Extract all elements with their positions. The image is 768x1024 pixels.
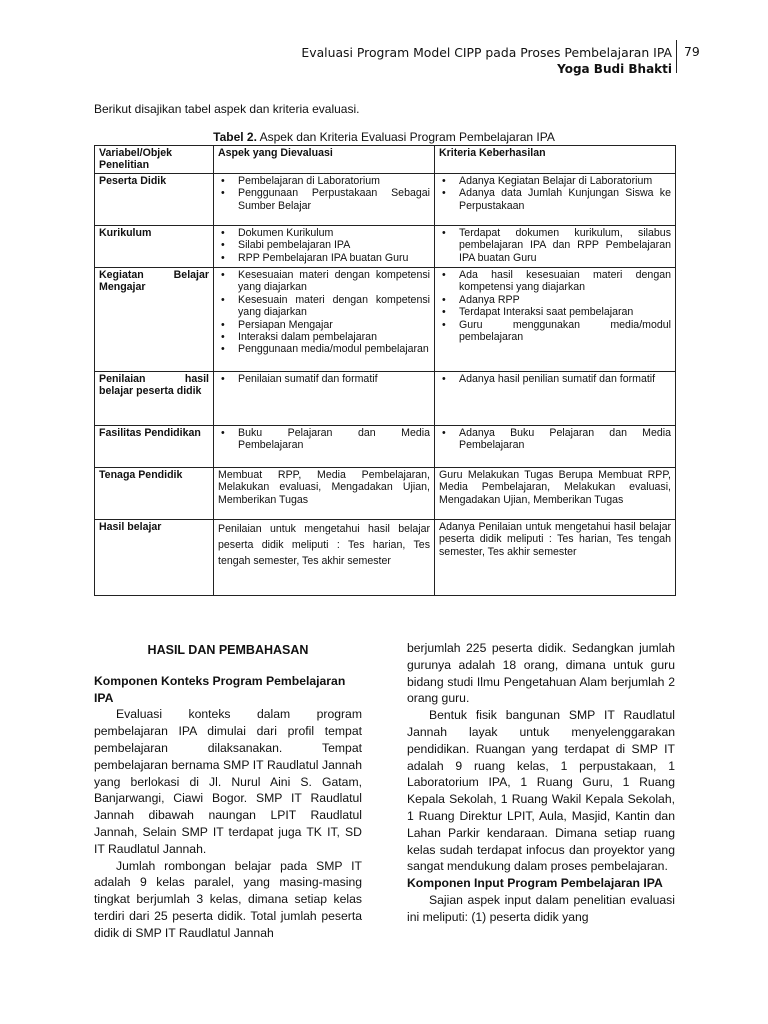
row-aspects (214, 226, 435, 268)
aspect-item: • Pembelajaran di Laboratorium (218, 175, 430, 187)
row-variable: Hasil belajar (95, 520, 214, 596)
paragraph: Bentuk fisik bangunan SMP IT Raudlatul Jannah layak untuk menyelenggarakan pendidikan. Ruangan yang terdapat di SMP IT adalah 9 ruang kelas, 1 perpustakaan, 1 Laboratorium IPA, 1 Ruang Guru, 1 Ruang Kepala Sekolah, 1 Ruang Wakil Kepala Sekolah, 1 Ruang Direktur LPIT, Aula, Masjid, Kantin dan Lahan Parkir kendaraan. Dimana setiap ruang kelas sudah terdapat infocus dan proyektor yang sangat mendukung dalam proses pembelajaran. (407, 708, 675, 874)
section-title: HASIL DAN PEMBAHASAN (147, 643, 309, 657)
row-variable: Kegiatan Belajar Mengajar (95, 268, 214, 372)
row-variable: Peserta Didik (95, 174, 214, 226)
running-title: Evaluasi Program Model CIPP pada Proses Pembelajaran IPA (301, 45, 672, 60)
criteria-item: • Terdapat dokumen kurikulum, silabus pembelajaran IPA dan RPP Pembelajaran IPA buatan Guru (439, 227, 671, 264)
running-author: Yoga Budi Bhakti (557, 62, 672, 76)
table-caption-label: Tabel 2. (213, 130, 257, 144)
paragraph: Evaluasi konteks dalam program pembelajaran IPA dimulai dari profil tempat pembelajaran dilaksanakan. Tempat pembelajaran bernama SMP IT Raudlatul Jannah yang berlokasi di Jl. Nurul Aini S. Gatam, Banjarwangi, Ciawi Bogor. SMP IT Raudlatul Jannah dibawah naungan LPIT Raudlatul Jannah, Selain SMP IT terdapat juga TK IT, SD IT Raudlatul Jannah. (94, 707, 362, 856)
aspect-item: • Penggunaan media/modul pembelajaran (218, 343, 430, 355)
row-criteria (435, 372, 676, 426)
row-criteria (435, 268, 676, 372)
header-criteria: Kriteria Keberhasilan (435, 146, 676, 174)
subheading-input: Komponen Input Program Pembelajaran IPA (407, 876, 663, 891)
criteria-item: • Adanya Buku Pelajaran dan Media Pembelajaran (439, 427, 671, 452)
table-row (95, 174, 676, 226)
criteria-item: • Adanya Kegiatan Belajar di Laboratorium (439, 175, 671, 187)
right-column (407, 640, 675, 926)
criteria-item: • Terdapat Interaksi saat pembelajaran (439, 306, 671, 318)
table-caption-text: Aspek dan Kriteria Evaluasi Program Pembelajaran IPA (256, 130, 555, 144)
aspect-item: • Penggunaan Perpustakaan Sebagai Sumber Belajar (218, 187, 430, 212)
row-variable: Kurikulum (95, 226, 214, 268)
row-aspects (214, 268, 435, 372)
header-aspect: Aspek yang Dievaluasi (214, 146, 435, 174)
criteria-item: • Adanya RPP (439, 294, 671, 306)
paragraph: berjumlah 225 peserta didik. Sedangkan jumlah gurunya adalah 18 orang, dimana untuk guru bidang studi Ilmu Pengetahuan Alam berjumlah 2 orang guru. (407, 641, 675, 706)
criteria-item: • Adanya data Jumlah Kunjungan Siswa ke Perpustakaan (439, 187, 671, 212)
header-divider (676, 40, 677, 73)
table-caption (94, 130, 674, 144)
row-criteria (435, 226, 676, 268)
aspect-item: • Silabi pembelajaran IPA (218, 239, 430, 251)
aspect-item: • Kesesuaian materi dengan kompetensi yang diajarkan (218, 269, 430, 294)
aspect-item: • Buku Pelajaran dan Media Pembelajaran (218, 427, 430, 452)
table-header-row (95, 146, 676, 174)
criteria-item: • Adanya hasil penilian sumatif dan formatif (439, 373, 671, 385)
row-aspects (214, 372, 435, 426)
aspect-item: • Penilaian sumatif dan formatif (218, 373, 430, 385)
aspect-item: • Kesesuain materi dengan kompetensi yang diajarkan (218, 294, 430, 319)
row-variable: Fasilitas Pendidikan (95, 426, 214, 468)
paragraph: Sajian aspek input dalam penelitian evaluasi ini meliputi: (1) peserta didik yang (407, 892, 675, 924)
table-row (95, 426, 676, 468)
row-criteria (435, 426, 676, 468)
table-row (95, 226, 676, 268)
aspect-item: • RPP Pembelajaran IPA buatan Guru (218, 252, 430, 264)
row-aspects (214, 426, 435, 468)
row-criteria: Adanya Penilaian untuk mengetahui hasil belajar peserta didik meliputi : Tes harian, Tes tengah semester, Tes akhir semester (435, 520, 676, 596)
left-column (94, 640, 362, 942)
row-criteria (435, 174, 676, 226)
table-intro: Berikut disajikan tabel aspek dan kriteria evaluasi. (94, 102, 360, 116)
row-variable: Tenaga Pendidik (95, 468, 214, 520)
criteria-item: • Ada hasil kesesuaian materi dengan kompetensi yang diajarkan (439, 269, 671, 294)
page-number: 79 (684, 44, 700, 59)
row-aspects: Membuat RPP, Media Pembelajaran, Melakukan evaluasi, Mengadakan Ujian, Memberikan Tugas (214, 468, 435, 520)
evaluation-criteria-table (94, 145, 676, 596)
header-variable: Variabel/Objek Penelitian (95, 146, 214, 174)
table-row (95, 520, 676, 596)
aspect-item: • Dokumen Kurikulum (218, 227, 430, 239)
subheading-context: Komponen Konteks Program Pembelajaran IPA (94, 673, 346, 705)
criteria-item: • Guru menggunakan media/modul pembelajaran (439, 319, 671, 344)
row-aspects (214, 174, 435, 226)
table-row (95, 372, 676, 426)
row-aspects: Penilaian untuk mengetahui hasil belajar peserta didik meliputi : Tes harian, Tes tengah semester, Tes akhir semester (214, 520, 435, 596)
row-variable: Penilaian hasil belajar peserta didik (95, 372, 214, 426)
table-row (95, 468, 676, 520)
paragraph: Jumlah rombongan belajar pada SMP IT adalah 9 kelas paralel, yang masing-masing tingkat berjumlah 3 kelas, dimana setiap kelas terdiri dari 25 peserta didik. Total jumlah peserta didik di SMP IT Raudlatul Jannah (94, 858, 362, 940)
aspect-item: • Persiapan Mengajar (218, 319, 430, 331)
aspect-item: • Interaksi dalam pembelajaran (218, 331, 430, 343)
row-criteria: Guru Melakukan Tugas Berupa Membuat RPP, Media Pembelajaran, Melakukan evaluasi, Mengadakan Ujian, Memberikan Tugas (435, 468, 676, 520)
running-header (152, 44, 672, 78)
table-row (95, 268, 676, 372)
